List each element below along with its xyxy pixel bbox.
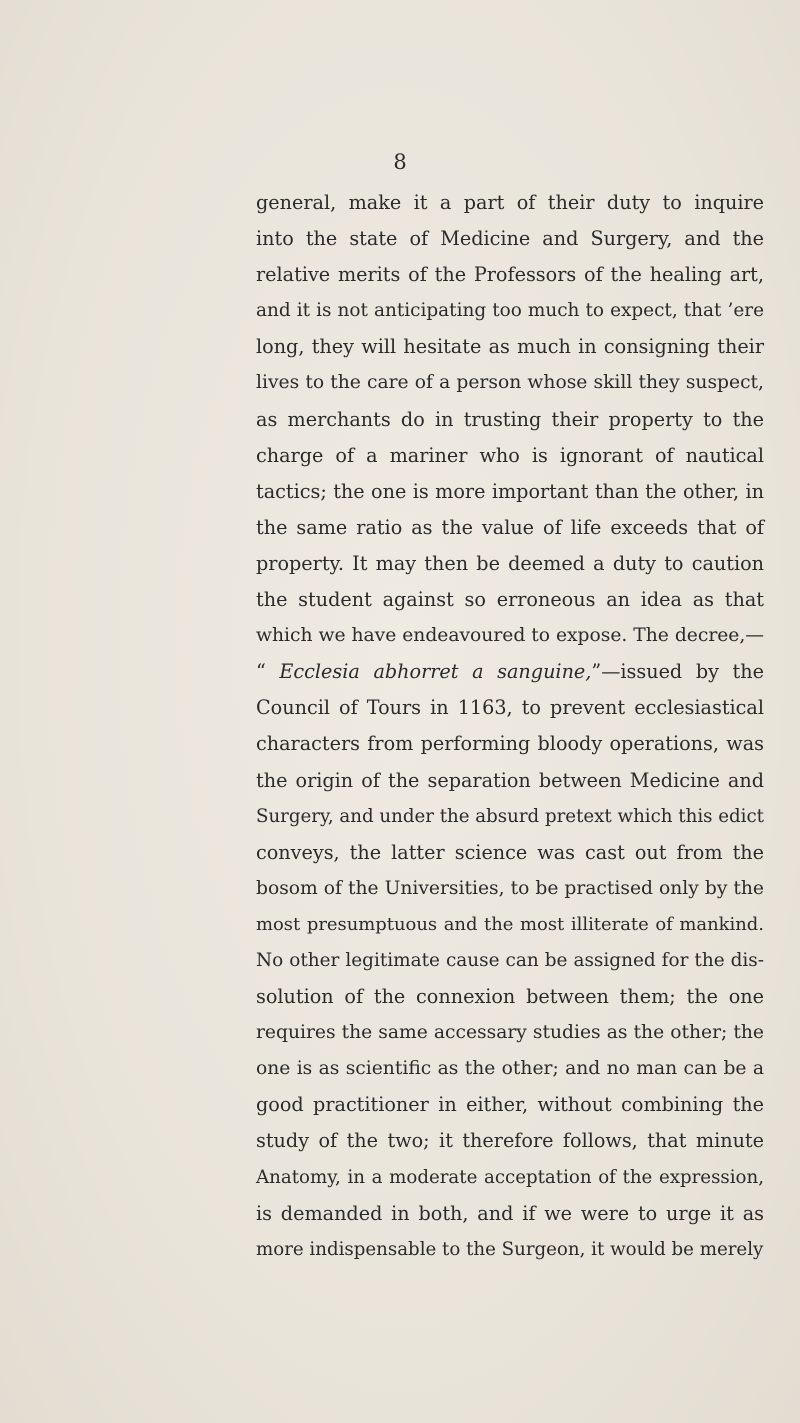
text-line: Anatomy, in a moderate acceptation of the expression, xyxy=(256,1166,764,1188)
text-line: one is as scientific as the other; and no man can be a xyxy=(256,1058,764,1080)
body-text xyxy=(256,185,764,1268)
text-line: good practitioner in either, without combining the xyxy=(256,1093,764,1117)
text-line: lives to the care of a person whose skill they suspect, xyxy=(256,372,764,394)
text-line: into the state of Medicine and Surgery, and the xyxy=(256,227,764,251)
page-number: 8 xyxy=(393,150,407,174)
text-line: requires the same accessary studies as the other; the xyxy=(256,1022,764,1044)
latin-quotation: Ecclesia abhorret a sanguine, xyxy=(279,660,592,684)
text-line: and it is not anticipating too much to expect, that ’ere xyxy=(256,300,764,322)
text-line: more indispensable to the Surgeon, it would be merely xyxy=(256,1238,764,1260)
text-line: which we have endeavoured to expose. The decree,— xyxy=(256,625,764,647)
text-line: bosom of the Universities, to be practised only by the xyxy=(256,877,764,899)
text-line: study of the two; it therefore follows, that minute xyxy=(256,1129,764,1153)
text-line: the same ratio as the value of life exceeds that of xyxy=(256,515,764,539)
text-run: ”—issued by the xyxy=(591,660,764,684)
text-line: solution of the connexion between them; the one xyxy=(256,985,764,1009)
text-line: general, make it a part of their duty to inquire xyxy=(256,191,764,214)
text-line xyxy=(256,654,764,690)
text-run: “ xyxy=(256,660,280,684)
text-line: Surgery, and under the absurd pretext which this edict xyxy=(256,805,764,827)
text-line: tactics; the one is more important than the other, in xyxy=(256,479,764,503)
text-line: relative merits of the Professors of the healing art, xyxy=(256,263,764,287)
text-line: property. It may then be deemed a duty to caution xyxy=(256,551,764,575)
text-line: the origin of the separation between Medicine and xyxy=(256,768,764,792)
text-line: Council of Tours in 1163, to prevent ecclesiastical xyxy=(256,696,764,720)
text-line: as merchants do in trusting their property to the xyxy=(256,407,764,431)
text-line: No other legitimate cause can be assigned for the dis- xyxy=(256,949,764,971)
text-line: the student against so erroneous an idea as that xyxy=(256,588,764,612)
text-line: conveys, the latter science was cast out from the xyxy=(256,840,764,864)
text-line: most presumptuous and the most illiterate of mankind. xyxy=(256,913,764,935)
text-line: characters from performing bloody operations, was xyxy=(256,732,764,756)
text-line: charge of a mariner who is ignorant of nautical xyxy=(256,443,764,467)
text-line: is demanded in both, and if we were to urge it as xyxy=(256,1201,764,1225)
text-line: long, they will hesitate as much in consigning their xyxy=(256,335,764,359)
